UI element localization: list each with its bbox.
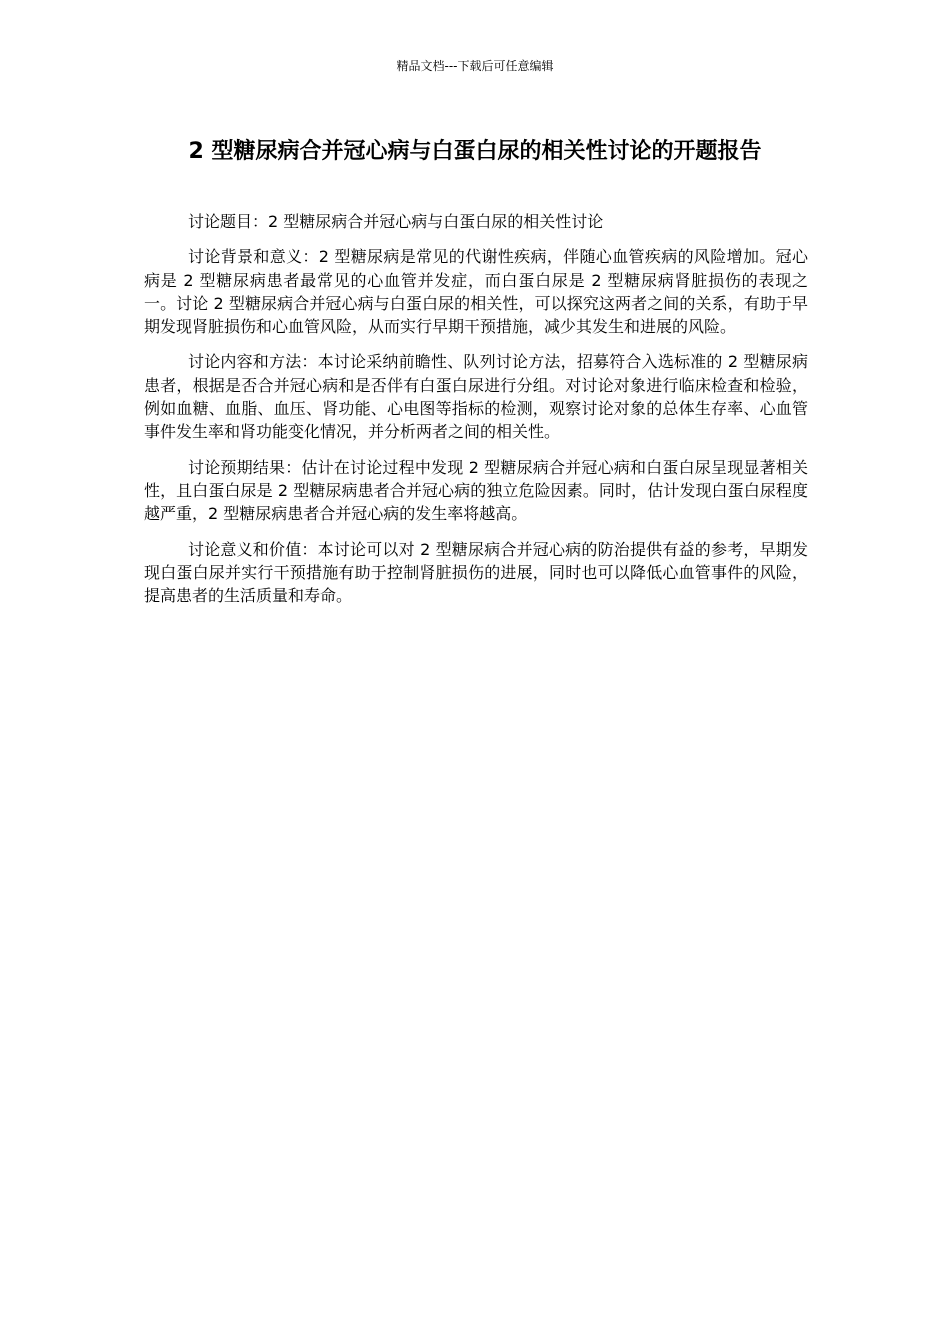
document-body [144, 210, 808, 619]
header-note: 精品文档---下载后可任意编辑 [396, 59, 554, 73]
paragraph-background: 讨论背景和意义：2 型糖尿病是常见的代谢性疾病，伴随心血管疾病的风险增加。冠心病是 2 型糖尿病患者最常见的心血管并发症，而白蛋白尿是 2 型糖尿病肾脏损伤的表现之一。讨论 2 型糖尿病合并冠心病与白蛋白尿的相关性，可以探究这两者之间的关系，有助于早期发现肾脏损伤和心血管风险，从而实行早期干预措施，减少其发生和进展的风险。 [144, 247, 808, 337]
paragraph-methods: 讨论内容和方法：本讨论采纳前瞻性、队列讨论方法，招募符合入选标准的 2 型糖尿病患者，根据是否合并冠心病和是否伴有白蛋白尿进行分组。对讨论对象进行临床检查和检验，例如血糖、血脂、血压、肾功能、心电图等指标的检测，观察讨论对象的总体生存率、心血管事件发生率和肾功能变化情况，并分析两者之间的相关性。 [144, 352, 808, 442]
paragraph-expected-results: 讨论预期结果：估计在讨论过程中发现 2 型糖尿病合并冠心病和白蛋白尿呈现显著相关性，且白蛋白尿是 2 型糖尿病患者合并冠心病的独立危险因素。同时，估计发现白蛋白尿程度越严重，2 型糖尿病患者合并冠心病的发生率将越高。 [144, 457, 808, 524]
paragraph-significance: 讨论意义和价值：本讨论可以对 2 型糖尿病合并冠心病的防治提供有益的参考，早期发现白蛋白尿并实行干预措施有助于控制肾脏损伤的进展，同时也可以降低心血管事件的风险，提高患者的生活质量和寿命。 [144, 539, 808, 606]
document-title: 2 型糖尿病合并冠心病与白蛋白尿的相关性讨论的开题报告 [188, 139, 762, 164]
paragraph-topic: 讨论题目：2 型糖尿病合并冠心病与白蛋白尿的相关性讨论 [188, 212, 604, 231]
